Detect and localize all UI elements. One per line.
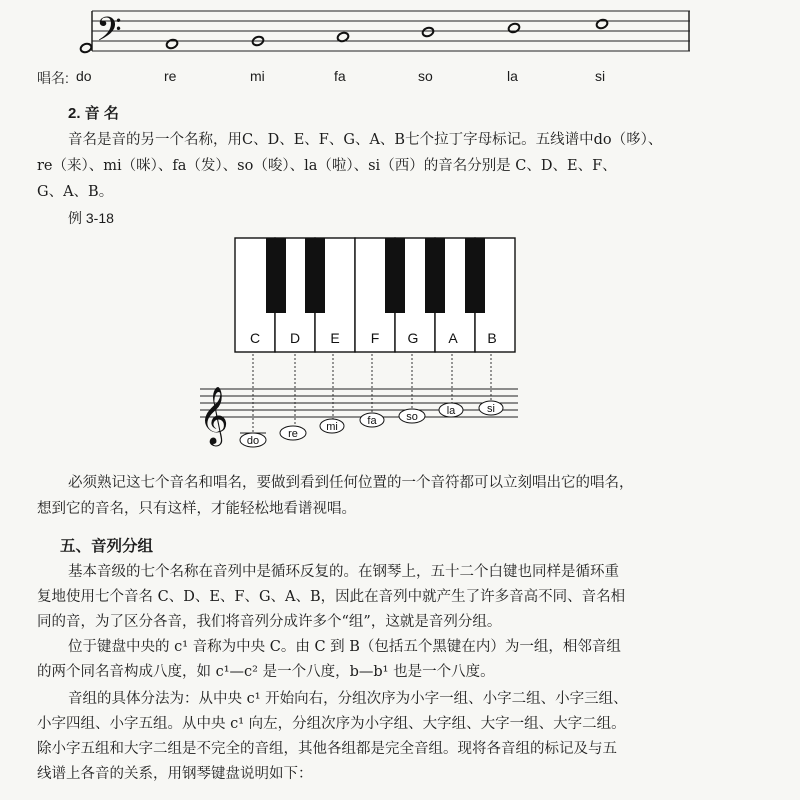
note-so — [421, 26, 434, 37]
paragraph-line: 位于键盘中央的 c¹ 音称为中央 C。由 C 到 B（包括五个黑键在内）为一组，相邻音组 — [68, 639, 621, 655]
paragraph-line: G、A、B。 — [37, 184, 114, 200]
note-la — [507, 22, 520, 33]
section-heading-grouping: 五、音列分组 — [60, 538, 154, 555]
key-label-f: F — [370, 330, 380, 346]
note-do — [79, 42, 92, 53]
staff-note-mi: mi — [326, 421, 338, 433]
syllables-label: 唱名: — [37, 70, 69, 86]
paragraph-line: 的两个同名音构成八度，如 c¹—c² 是一个八度，b—b¹ 也是一个八度。 — [37, 664, 495, 680]
syllable-fa: fa — [334, 68, 346, 84]
syllable-re: re — [164, 68, 177, 84]
syllable-si: si — [595, 68, 606, 84]
keyboard-figure — [0, 230, 800, 455]
key-label-a: A — [448, 330, 458, 346]
example-label: 例 3-18 — [68, 210, 114, 226]
syllable-row — [0, 68, 800, 88]
paragraph-line: 小字四组、小字五组。从中央 c¹ 向左，分组次序为小字组、大字组、大字一组、大字二组。 — [37, 716, 626, 732]
paragraph-line: 除小字五组和大字二组是不完全的音组，其他各组都是完全音组。现将各音组的标记及与五 — [37, 741, 617, 757]
staff-note-la: la — [446, 405, 456, 417]
paragraph-line: 基本音级的七个名称在音列中是循环反复的。在钢琴上，五十二个白键也同样是循环重 — [68, 564, 619, 580]
section-heading-note-names: 2. 音 名 — [68, 105, 119, 122]
syllable-la: la — [507, 68, 518, 84]
paragraph-line: 同的音，为了区分各音，我们将音列分成许多个“组”，这就是音列分组。 — [37, 614, 502, 630]
syllable-do: do — [76, 68, 92, 84]
paragraph-line: 复地使用七个音名 C、D、E、F、G、A、B，因此在音列中就产生了许多音高不同、音名相 — [37, 589, 626, 605]
syllable-mi: mi — [250, 68, 265, 84]
staff-note-fa: fa — [367, 415, 377, 427]
key-label-b: B — [487, 330, 497, 346]
staff-note-si: si — [487, 403, 495, 415]
key-label-c: C — [249, 330, 261, 346]
treble-clef-icon: 𝄞 — [199, 387, 229, 443]
note-re — [165, 38, 178, 49]
paragraph-line: 必须熟记这七个音名和唱名，要做到看到任何位置的一个音符都可以立刻唱出它的唱名， — [68, 475, 634, 491]
note-si — [595, 18, 608, 29]
key-label-d: D — [289, 330, 301, 346]
key-label-e: E — [330, 330, 340, 346]
staff-note-do: do — [246, 435, 260, 447]
paragraph-line: 线谱上各音的关系，用钢琴键盘说明如下： — [37, 766, 313, 782]
bass-staff — [0, 0, 800, 64]
paragraph-line: 音名是音的另一个名称，用C、D、E、F、G、A、B七个拉丁字母标记。五线谱中do（哆）、 — [68, 132, 663, 148]
paragraph-line: re（来）、mi（咪）、fa（发）、so（唆）、la（啦）、si（西）的音名分别是 C、D、E、F、 — [37, 158, 617, 174]
paragraph-line: 音组的具体分法为：从中央 c¹ 开始向右，分组次序为小字一组、小字二组、小字三组、 — [68, 691, 628, 707]
syllable-so: so — [418, 68, 433, 84]
staff-note-re: re — [288, 428, 298, 440]
key-label-g: G — [407, 330, 419, 346]
bass-clef-icon: 𝄢 — [96, 12, 122, 56]
staff-note-so: so — [406, 411, 418, 423]
paragraph-line: 想到它的音名，只有这样，才能轻松地看谱视唱。 — [37, 501, 356, 517]
